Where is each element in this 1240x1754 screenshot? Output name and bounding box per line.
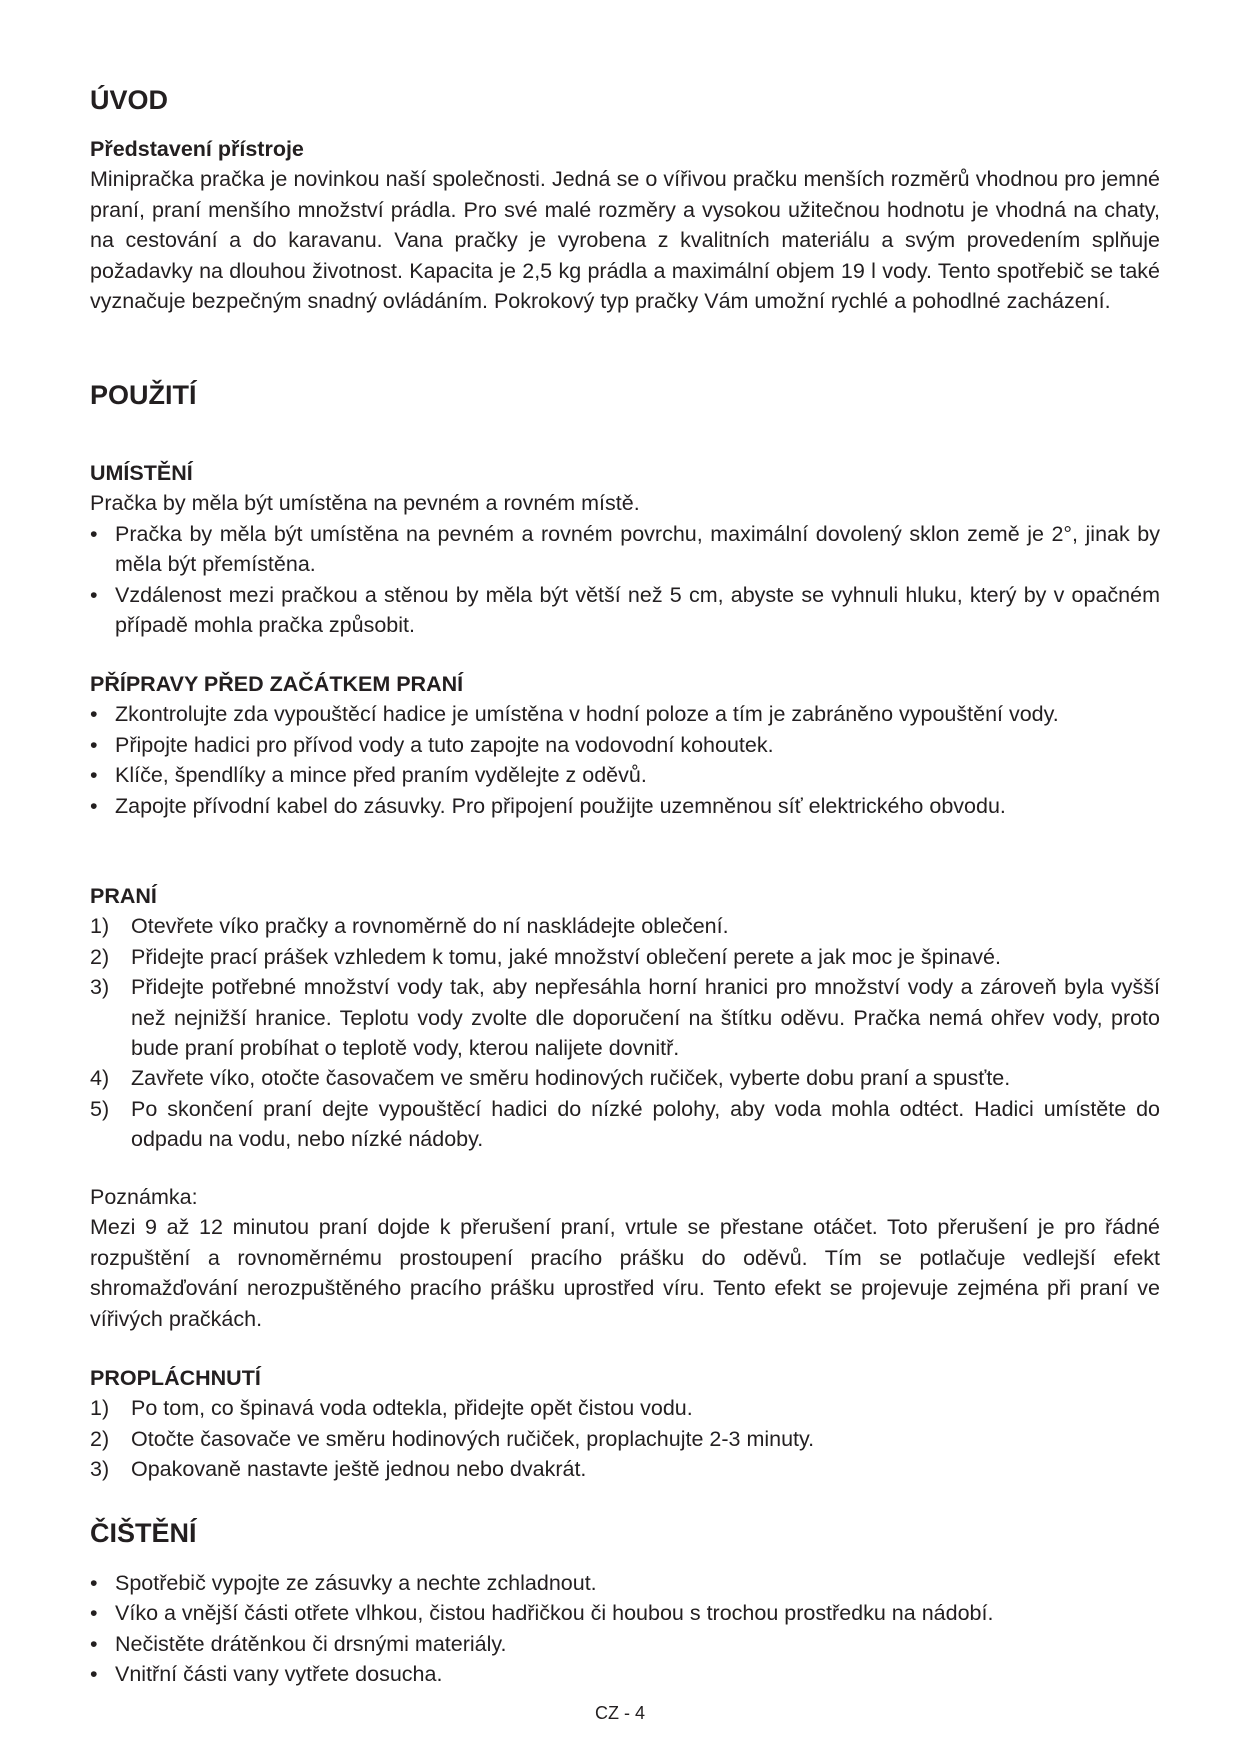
section-umisteni xyxy=(90,458,1160,640)
prani-steps xyxy=(90,911,1160,1154)
list-item: 2) Otočte časovače ve směru hodinových ručiček, proplachujte 2-3 minuty. xyxy=(90,1426,815,1451)
list-item: 1) Otevřete víko pračky a rovnoměrně do ní naskládejte oblečení. xyxy=(90,914,729,939)
note-text: Mezi 9 až 12 minutou praní dojde k přerušení praní, vrtule se přestane otáčet. Toto přerušení je pro řádné rozpuštění a rovnoměrnému prostoupení pracího prášku do oděvů. Tím se potlačuje vedlejší efekt shromažďování nerozpuštěného pracího prášku uprostřed víru. Tento efekt se projevuje zejména při praní ve vířivých pračkách. xyxy=(90,1215,1160,1331)
heading-umisteni: UMÍSTĚNÍ xyxy=(90,461,193,485)
list-item: 3) Opakovaně nastavte ještě jednou nebo dvakrát. xyxy=(90,1457,587,1482)
section-poznamka xyxy=(90,1182,1160,1334)
section-pripravy xyxy=(90,669,1160,821)
section-prani xyxy=(90,881,1160,1155)
section-proplachnuti xyxy=(90,1363,1160,1485)
umisteni-intro: Pračka by měla být umístěna na pevném a rovném místě. xyxy=(90,491,640,516)
heading-uvod: ÚVOD xyxy=(90,85,169,115)
list-item: • Vnitřní části vany vytřete dosucha. xyxy=(90,1662,443,1687)
cisteni-list xyxy=(90,1568,1160,1690)
section-uvod xyxy=(90,84,1160,316)
page-number: CZ - 4 xyxy=(594,1703,645,1723)
list-item: • Vzdálenost mezi pračkou a stěnou by měla být větší než 5 cm, abyste se vyhnuli hluku, který by v opačném případě mohla pračka způsobit. xyxy=(90,582,1160,638)
heading-pouziti: POUŽITÍ xyxy=(90,380,197,410)
heading-proplachnuti: PROPLÁCHNUTÍ xyxy=(90,1366,261,1390)
list-item: 5) Po skončení praní dejte vypouštěcí hadici do nízké polohy, aby voda mohla odtéct. Hadici umístěte do odpadu na vodu, nebo nízké nádoby. xyxy=(90,1096,1160,1152)
heading-cisteni: ČIŠTĚNÍ xyxy=(90,1518,197,1548)
intro-paragraph: Minipračka pračka je novinkou naší společnosti. Jedná se o vířivou pračku menších rozměrů vhodnou pro jemné praní, praní menšího množství prádla. Pro své malé rozměry a vysokou užitečnou hodnotu je vhodná na chaty, na cestování a do karavanu. Vana pračky je vyrobena z kvalitních materiálu a svým provedením splňuje požadavky na dlouhou životnost. Kapacita je 2,5 kg prádla a maximální objem 19 l vody. Tento spotřebič se také vyznačuje bezpečným snadný ovládáním. Pokrokový typ pračky Vám umožní rychlé a pohodlné zacházení. xyxy=(90,167,1160,314)
list-item: • Nečistěte drátěnkou či drsnými materiály. xyxy=(90,1631,507,1656)
subheading-predstaveni: Představení přístroje xyxy=(90,137,304,161)
list-item: • Klíče, špendlíky a mince před praním vydělejte z oděvů. xyxy=(90,763,647,788)
heading-pripravy: PŘÍPRAVY PŘED ZAČÁTKEM PRANÍ xyxy=(90,672,464,696)
list-item: 3) Přidejte potřebné množství vody tak, aby nepřesáhla horní hranici pro množství vody a zároveň byla vyšší než nejnižší hranice. Teplotu vody zvolte dle doporučení na štítku oděvu. Pračka nemá ohřev vody, proto bude praní probíhat o teplotě vody, kterou nalijete dovnitř. xyxy=(90,975,1160,1061)
pripravy-list xyxy=(90,699,1160,821)
list-item: 1) Po tom, co špinavá voda odtekla, přidejte opět čistou vodu. xyxy=(90,1396,693,1421)
list-item: • Zkontrolujte zda vypouštěcí hadice je umístěna v hodní poloze a tím je zabráněno vypouštění vody. xyxy=(90,702,1059,727)
heading-prani: PRANÍ xyxy=(90,884,157,908)
note-label: Poznámka: xyxy=(90,1185,198,1209)
list-item: • Zapojte přívodní kabel do zásuvky. Pro připojení použijte uzemněnou síť elektrického obvodu. xyxy=(90,793,1006,818)
list-item: 2) Přidejte prací prášek vzhledem k tomu, jaké množství oblečení perete a jak moc je špinavé. xyxy=(90,944,1001,969)
list-item: • Spotřebič vypojte ze zásuvky a nechte zchladnout. xyxy=(90,1571,597,1595)
proplachnuti-steps xyxy=(90,1393,1160,1484)
list-item: • Pračka by měla být umístěna na pevném a rovném povrchu, maximální dovolený sklon země je 2°, jinak by měla být přemístěna. xyxy=(90,521,1160,577)
umisteni-list xyxy=(90,519,1160,641)
list-item: • Připojte hadici pro přívod vody a tuto zapojte na vodovodní kohoutek. xyxy=(90,732,774,757)
section-pouziti xyxy=(90,379,1160,411)
list-item: • Víko a vnější části otřete vlhkou, čistou hadřičkou či houbou s trochou prostředku na nádobí. xyxy=(90,1601,994,1626)
list-item: 4) Zavřete víko, otočte časovačem ve směru hodinových ručiček, vyberte dobu praní a spusťte. xyxy=(90,1066,1011,1091)
section-cisteni xyxy=(90,1517,1160,1690)
